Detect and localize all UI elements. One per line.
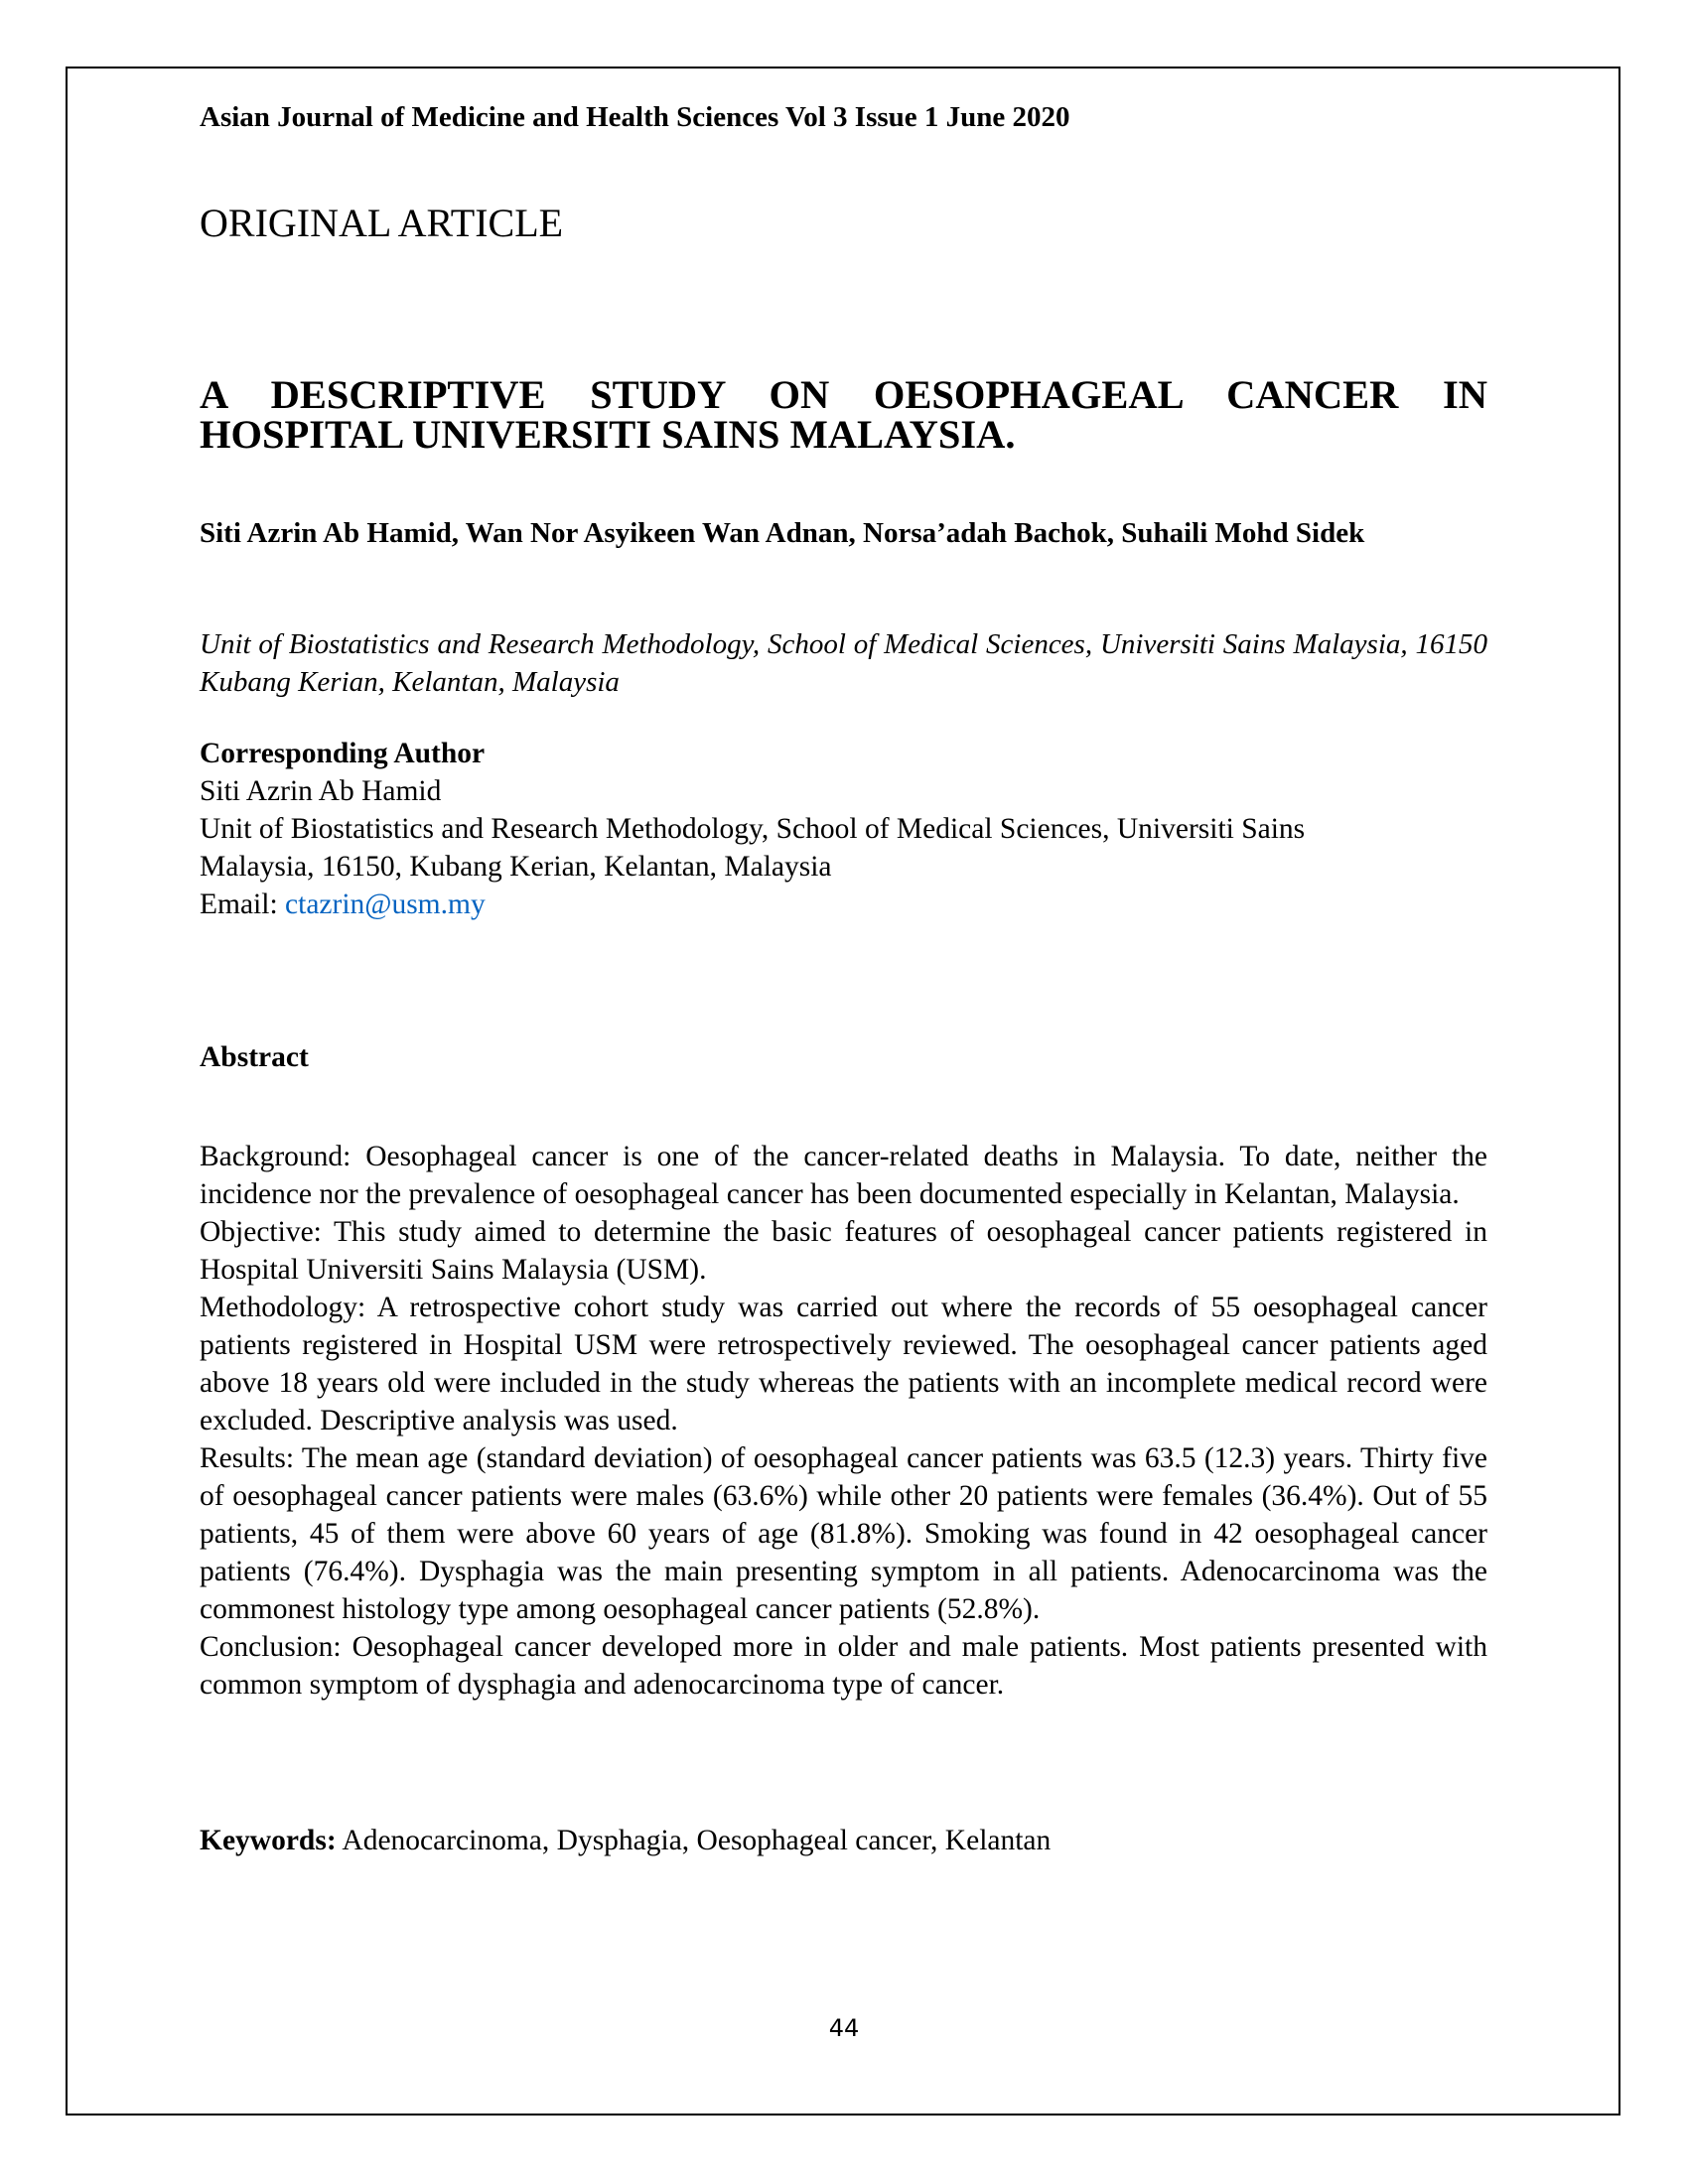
article-title-line2: HOSPITAL UNIVERSITI SAINS MALAYSIA. [200, 412, 1016, 457]
journal-header: Asian Journal of Medicine and Health Sciences Vol 3 Issue 1 June 2020 [200, 101, 1070, 133]
author-list: Siti Azrin Ab Hamid, Wan Nor Asyikeen Wan Adnan, Norsa’adah Bachok, Suhaili Mohd Sidek [200, 517, 1365, 549]
abstract-conclusion: Conclusion: Oesophageal cancer developed more in older and male patients. Most patients presented with common symptom of dysphagia and adenocarcinoma type of cancer. [200, 1631, 1487, 1701]
abstract-results: Results: The mean age (standard deviation) of oesophageal cancer patients was 63.5 (12.3) years. Thirty five of oesophageal cancer patients were males (63.6%) while other 20 patients were females (36.4%). Out of 55 patients, 45 of them were above 60 years of age (81.8%). Smoking was found in 42 oesophageal cancer patients (76.4%). Dysphagia was the main presenting symptom in all patients. Adenocarcinoma was the commonest histology type among oesophageal cancer patients (52.8%). [200, 1442, 1487, 1625]
abstract-body [200, 1138, 1487, 1704]
keywords [200, 1822, 1487, 1859]
email-label: Email: [200, 888, 286, 920]
abstract-heading: Abstract [200, 1041, 309, 1073]
keywords-label: Keywords: [200, 1825, 337, 1856]
article-title [200, 372, 1487, 457]
page-number: 44 [828, 2014, 860, 2042]
corresponding-address-line1: Unit of Biostatistics and Research Methodology, School of Medical Sciences, Universiti Sains [200, 813, 1306, 845]
corresponding-email-row [200, 886, 1487, 923]
article-title-line1: A DESCRIPTIVE STUDY ON OESOPHAGEAL CANCER IN [200, 372, 1487, 417]
affiliation: Unit of Biostatistics and Research Methodology, School of Medical Sciences, Universiti Sains Malaysia, 16150 Kubang Kerian, Kelantan, Malaysia [200, 628, 1487, 698]
corresponding-author-block [200, 735, 1487, 923]
email-link[interactable]: ctazrin@usm.my [285, 888, 486, 920]
article-type: ORIGINAL ARTICLE [200, 201, 564, 245]
abstract-objective: Objective: This study aimed to determine the basic features of oesophageal cancer patients registered in Hospital Universiti Sains Malaysia (USM). [200, 1216, 1487, 1286]
keywords-text: Adenocarcinoma, Dysphagia, Oesophageal cancer, Kelantan [336, 1825, 1052, 1856]
corresponding-author-name: Siti Azrin Ab Hamid [200, 775, 442, 807]
abstract-background: Background: Oesophageal cancer is one of the cancer-related deaths in Malaysia. To date, neither the incidence nor the prevalence of oesophageal cancer has been documented especially in Kelantan, Malaysia. [200, 1141, 1487, 1210]
abstract-methodology: Methodology: A retrospective cohort study was carried out where the records of 55 oesophageal cancer patients registered in Hospital USM were retrospectively reviewed. The oesophageal cancer patients aged above 18 years old were included in the study whereas the patients with an incomplete medical record were excluded. Descriptive analysis was used. [200, 1292, 1487, 1436]
corresponding-address-line2: Malaysia, 16150, Kubang Kerian, Kelantan, Malaysia [200, 851, 832, 883]
corresponding-author-heading: Corresponding Author [200, 738, 486, 769]
